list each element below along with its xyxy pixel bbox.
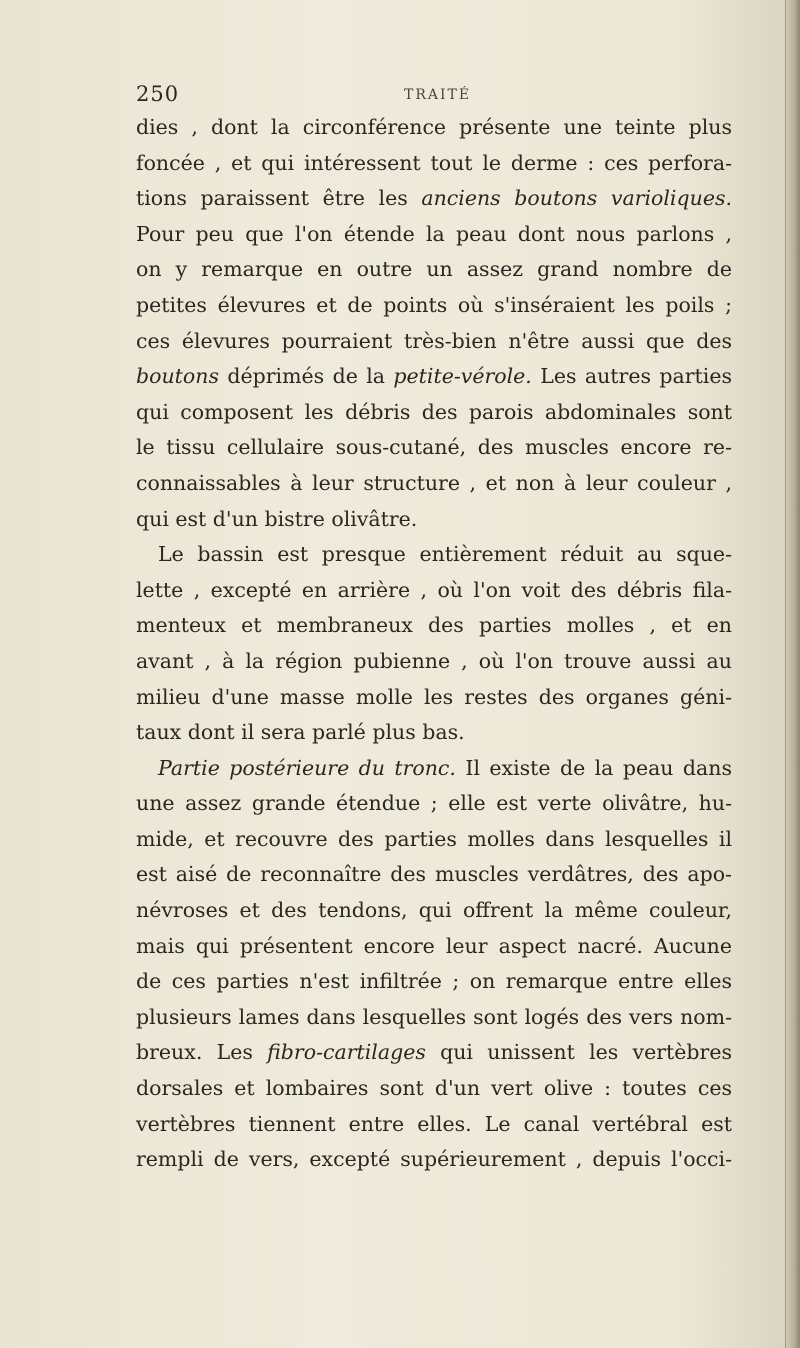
text-line [136,1035,732,1071]
text-segment: connaissables à leur structure , et non à leur couleur , [136,470,732,495]
text-line [136,715,732,751]
text-segment: qui composent les débris des parois abdominales sont [136,399,732,424]
text-segment: foncée , et qui intéressent tout le derme : ces perfora- [136,150,732,175]
text-segment: dies , dont la circonférence présente une teinte plus [136,115,732,139]
text-segment: milieu d'une masse molle les restes des organes géni- [136,684,732,709]
text-line [136,502,732,538]
text-segment: est aisé de reconnaître des muscles verdâtres, des apo- [136,862,732,887]
text-line [136,786,732,822]
italic-text-segment: fibro-cartilages [267,1040,426,1065]
text-segment: qui est d'un bistre olivâtre. [136,506,418,531]
text-line [136,964,732,1000]
text-line [136,893,732,929]
text-line [136,1000,732,1036]
text-line [136,430,732,466]
text-segment: une assez grande étendue ; elle est verte olivâtre, hu- [136,791,732,816]
text-line [136,359,732,395]
text-segment: Il existe de la peau dans [455,755,732,780]
text-line [136,466,732,502]
text-line [136,644,732,680]
italic-text-segment: petite-vérole. [393,364,532,389]
page-number: 250 [136,82,180,106]
text-line [136,181,732,217]
text-line [136,110,732,146]
text-line [136,252,732,288]
text-segment: ces élevures pourraient très-bien n'être aussi que des [136,328,732,353]
text-segment: breux. Les [136,1040,268,1065]
text-segment: de ces parties n'est infiltrée ; on remarque entre elles [136,969,732,994]
text-segment: le tissu cellulaire sous-cutané, des muscles encore re- [136,435,732,460]
text-segment: lette , excepté en arrière , où l'on voit des débris fila- [136,577,732,602]
text-segment: vertèbres tiennent entre elles. Le canal vertébral est [136,1111,732,1136]
book-edge [786,0,800,1348]
text-line [136,608,732,644]
text-segment: Le bassin est presque entièrement réduit au sque- [158,542,732,567]
text-line [136,751,732,787]
text-line [136,146,732,182]
text-segment: rempli de vers, excepté supérieurement , depuis l'occi- [136,1147,732,1172]
body-text [136,110,732,1178]
text-segment: plusieurs lames dans lesquelles sont logés des vers nom- [136,1004,732,1029]
text-segment: Les autres parties [531,364,732,389]
page-header [136,82,736,108]
text-segment: avant , à la région pubienne , où l'on trouve aussi au [136,648,732,673]
text-line [136,822,732,858]
text-segment: tions paraissent être les [136,186,422,211]
italic-text-segment: boutons [136,364,219,389]
text-segment: on y remarque en outre un assez grand nombre de [136,257,732,282]
text-segment: mide, et recouvre des parties molles dans lesquelles il [136,826,732,851]
text-segment: dorsales et lombaires sont d'un vert olive : toutes ces [136,1076,732,1101]
text-segment: déprimés de la [218,364,394,389]
text-line [136,929,732,965]
text-segment: qui unissent les vertèbres [425,1040,732,1065]
italic-text-segment: anciens boutons varioliques. [421,186,732,211]
text-line [136,395,732,431]
italic-text-segment: Partie postérieure du tronc. [158,755,456,780]
text-segment: menteux et membraneux des parties molles , et en [136,613,732,638]
text-line [136,680,732,716]
text-line [136,324,732,360]
text-segment: Pour peu que l'on étende la peau dont nous parlons , [136,221,732,246]
text-line [136,288,732,324]
text-segment: taux dont il sera parlé plus bas. [136,720,465,745]
text-line [136,857,732,893]
text-line [136,217,732,253]
text-line [136,1142,732,1178]
text-line [136,1107,732,1143]
running-title: TRAITÉ [404,87,472,103]
text-segment: petites élevures et de points où s'inséraient les poils ; [136,292,732,317]
text-line [136,573,732,609]
text-line [136,537,732,573]
text-line [136,1071,732,1107]
text-segment: mais qui présentent encore leur aspect nacré. Aucune [136,933,732,958]
text-segment: névroses et des tendons, qui offrent la même couleur, [136,898,732,923]
